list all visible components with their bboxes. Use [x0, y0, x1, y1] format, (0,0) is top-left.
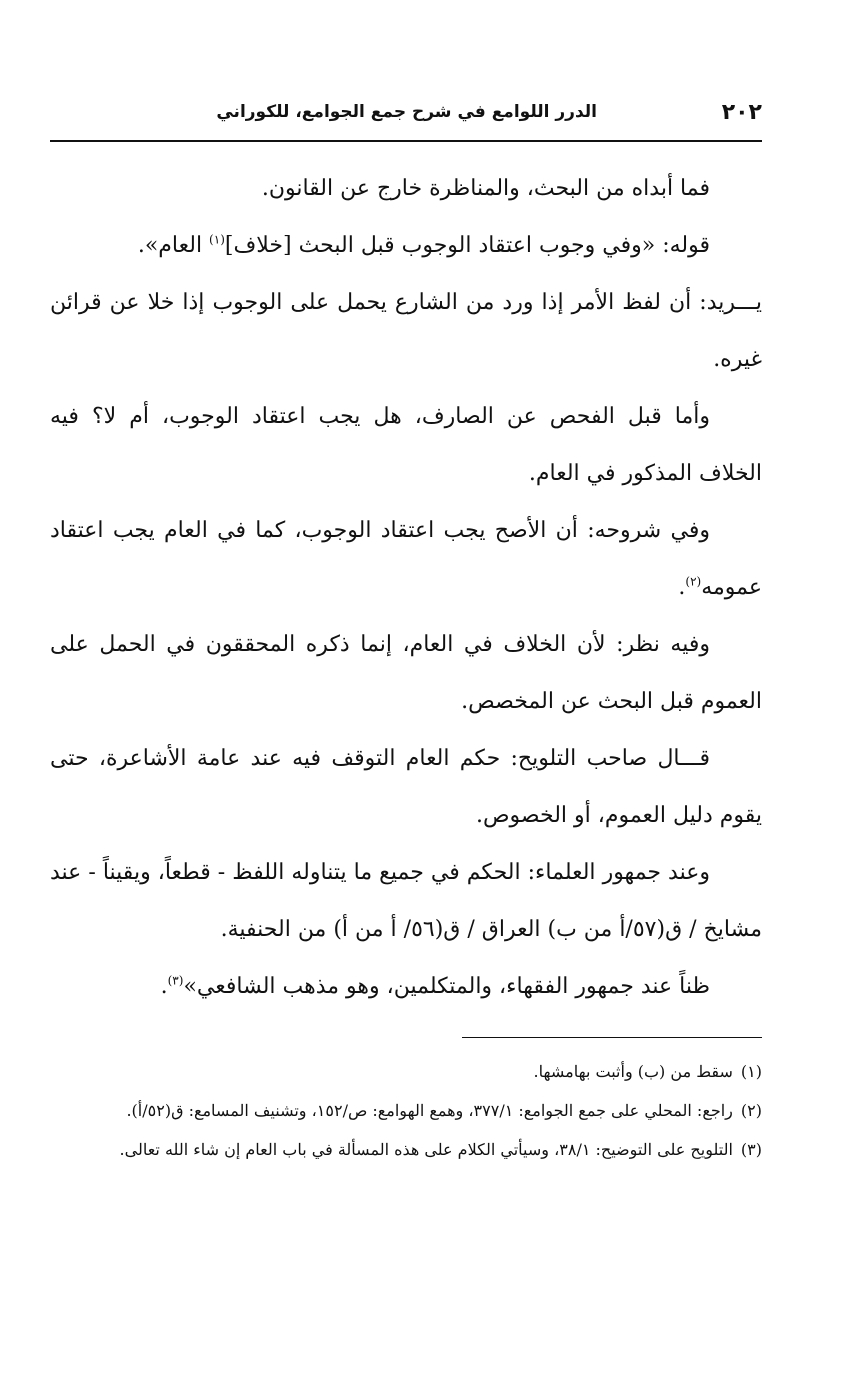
- footnotes: [50, 1055, 762, 1172]
- footnote-number: (٣): [740, 1140, 762, 1159]
- footnote-marker: (٢): [685, 574, 702, 589]
- footnote: (١)سقط من (ب) وأثبت بهامشها.: [533, 1062, 762, 1081]
- footnote-number: (١): [740, 1062, 762, 1081]
- footnote-divider: [462, 1037, 762, 1038]
- footnote-marker: (٣): [167, 973, 184, 988]
- main-text: [50, 160, 762, 1015]
- footnote-marker: (١): [209, 232, 225, 247]
- page-header: [50, 100, 762, 142]
- paragraph: وأما قبل الفحص عن الصارف، هل يجب اعتقاد الوجوب، أم لا؟ فيه الخلاف المذكور في العام.: [50, 404, 762, 486]
- footnote: (٣)التلويح على التوضيح: ٣٨/١، وسيأتي الكلام على هذه المسألة في باب العام إن شاء الله تعالى.: [119, 1140, 762, 1159]
- paragraph: وعند جمهور العلماء: الحكم في جميع ما يتناوله اللفظ - قطعاً، ويقيناً - عند مشايخ / ق(٥٧/أ من ب) العراق / ق(٥٦/ أ من أ) من الحنفية.: [50, 860, 762, 942]
- paragraph: ظناً عند جمهور الفقهاء، والمتكلمين، وهو مذهب الشافعي»$^{(٣)}$.: [160, 973, 710, 999]
- paragraph: فما أبداه من البحث، والمناظرة خارج عن القانون.: [261, 176, 710, 201]
- paragraph: وفيه نظر: لأن الخلاف في العام، إنما ذكره المحققون في الحمل على العموم قبل البحث عن المخصص.: [50, 632, 762, 714]
- page-number: ٢٠٢: [721, 100, 762, 125]
- paragraph: قـــال صاحب التلويح: حكم العام التوقف فيه عند عامة الأشاعرة، حتى يقوم دليل العموم، أو الخصوص.: [50, 746, 762, 828]
- footnote: (٢)راجع: المحلي على جمع الجوامع: ٣٧٧/١، وهمع الهوامع: ص/١٥٢، وتشنيف المسامع: ق(٥٢/أ).: [126, 1101, 762, 1120]
- paragraph: قوله: «وفي وجوب اعتقاد الوجوب قبل البحث [خلاف]$^{(١)}$ العام».: [137, 232, 710, 258]
- paragraph: وفي شروحه: أن الأصح يجب اعتقاد الوجوب، كما في العام يجب اعتقاد عمومه$^{(٢)}$.: [50, 518, 762, 600]
- running-title: الدرر اللوامع في شرح جمع الجوامع، للكوراني: [216, 102, 597, 122]
- footnote-number: (٢): [740, 1101, 762, 1120]
- paragraph: يـــريد: أن لفظ الأمر إذا ورد من الشارع يحمل على الوجوب إذا خلا عن قرائن غيره.: [50, 290, 762, 372]
